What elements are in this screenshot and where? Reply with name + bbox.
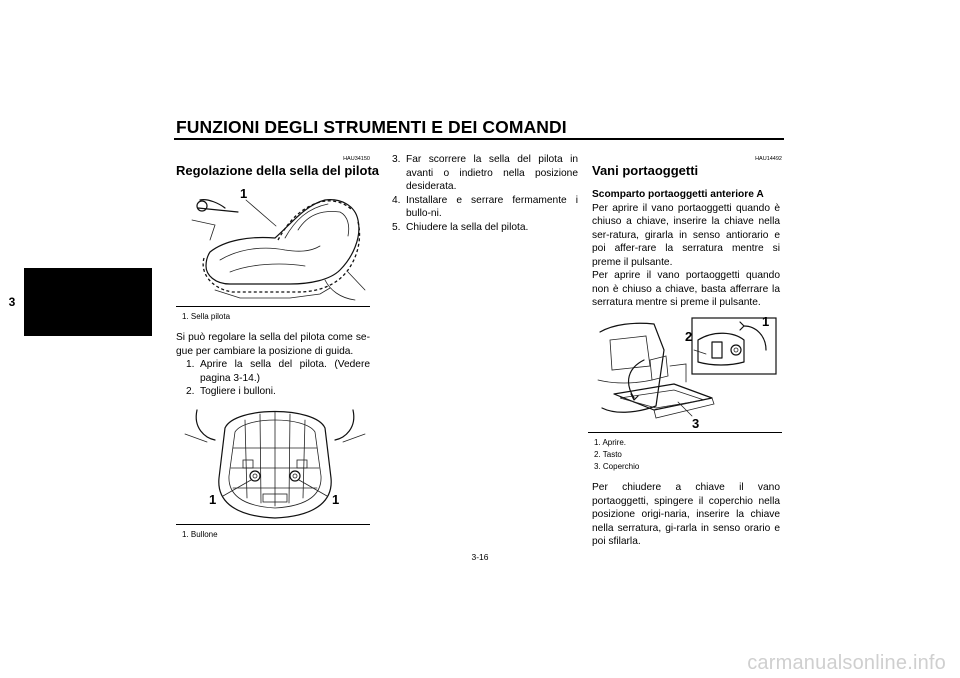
seat-bolts-illustration	[185, 398, 365, 523]
step-text: Installare e serrare fermamente i bullo-ni.	[406, 194, 578, 219]
list-item	[186, 385, 370, 399]
figure-rule	[176, 524, 370, 525]
steps-continued	[392, 153, 578, 234]
header-rule	[174, 138, 784, 140]
list-item	[392, 221, 578, 235]
section-code: HAU34150	[343, 156, 370, 162]
caption-item: 2. Tasto	[594, 450, 622, 459]
page-header-title: FUNZIONI DEGLI STRUMENTI E DEI COMANDI	[176, 117, 567, 137]
step-text: Far scorrere la sella del pilota in avanti o indietro nella posizione desiderata.	[406, 154, 578, 192]
intro-text: Si può regolare la sella del pilota come se-gue per cambiare la posizione di guida.	[176, 332, 370, 357]
caption-item: 1. Aprire.	[594, 438, 627, 447]
section-code: HAU14492	[755, 156, 782, 162]
figure-rule	[176, 306, 370, 307]
storage-callout-1: 1	[762, 314, 770, 329]
closing-paragraph	[592, 481, 780, 549]
intro-paragraph	[176, 331, 370, 399]
figure-caption: 1. Bullone	[182, 530, 218, 539]
caption-item: 3. Coperchio	[594, 462, 640, 471]
step-number: 3.	[392, 154, 401, 165]
paragraph: Per aprire il vano portaoggetti quando non è chiuso a chiave, basta afferrare la serratura mentre si preme il pulsante.	[592, 270, 780, 308]
storage-text	[592, 188, 780, 310]
figure-rule	[588, 432, 782, 433]
seat-illustration	[180, 180, 370, 305]
section-heading: Vani portaoggetti	[592, 163, 699, 178]
bolt-callout-right: 1	[332, 492, 340, 507]
watermark: carmanualsonline.info	[747, 652, 946, 674]
storage-compartment-illustration	[594, 310, 780, 430]
figure-caption: 1. Sella pilota	[182, 312, 231, 321]
step-number: 4.	[392, 194, 401, 206]
step-text: Chiudere la sella del pilota.	[406, 221, 529, 233]
subheading: Scomparto portaoggetti anteriore A	[592, 189, 764, 200]
step-number: 1.	[186, 359, 195, 370]
step-number: 2.	[186, 386, 195, 397]
step-text: Togliere i bulloni.	[200, 386, 276, 397]
figure-caption-list	[594, 437, 639, 473]
storage-callout-3: 3	[692, 416, 700, 431]
seat-callout-1: 1	[240, 186, 248, 201]
list-item	[186, 358, 370, 385]
step-number: 5.	[392, 221, 401, 233]
paragraph: Per chiudere a chiave il vano portaoggetti, spingere il coperchio nella posizione origi-naria, inserire la chiave nella serratura, gi-rarla in senso orario e poi sfilarla.	[592, 482, 780, 547]
storage-callout-2: 2	[685, 329, 693, 344]
list-item	[392, 194, 578, 221]
page-number: 3-16	[471, 552, 489, 562]
list-item	[392, 153, 578, 194]
chapter-tab	[0, 268, 152, 336]
paragraph: Per aprire il vano portaoggetti quando è chiuso a chiave, inserire la chiave nella ser-ratura, girarla in senso antiorario e poi affer-rare la serratura mentre si preme il pulsante.	[592, 202, 780, 268]
step-text: Aprire la sella del pilota. (Vedere pagina 3-14.)	[200, 359, 370, 384]
section-heading: Regolazione della sella del pilota	[176, 163, 379, 178]
bolt-callout-left: 1	[209, 492, 217, 507]
chapter-number: 3	[0, 268, 24, 336]
